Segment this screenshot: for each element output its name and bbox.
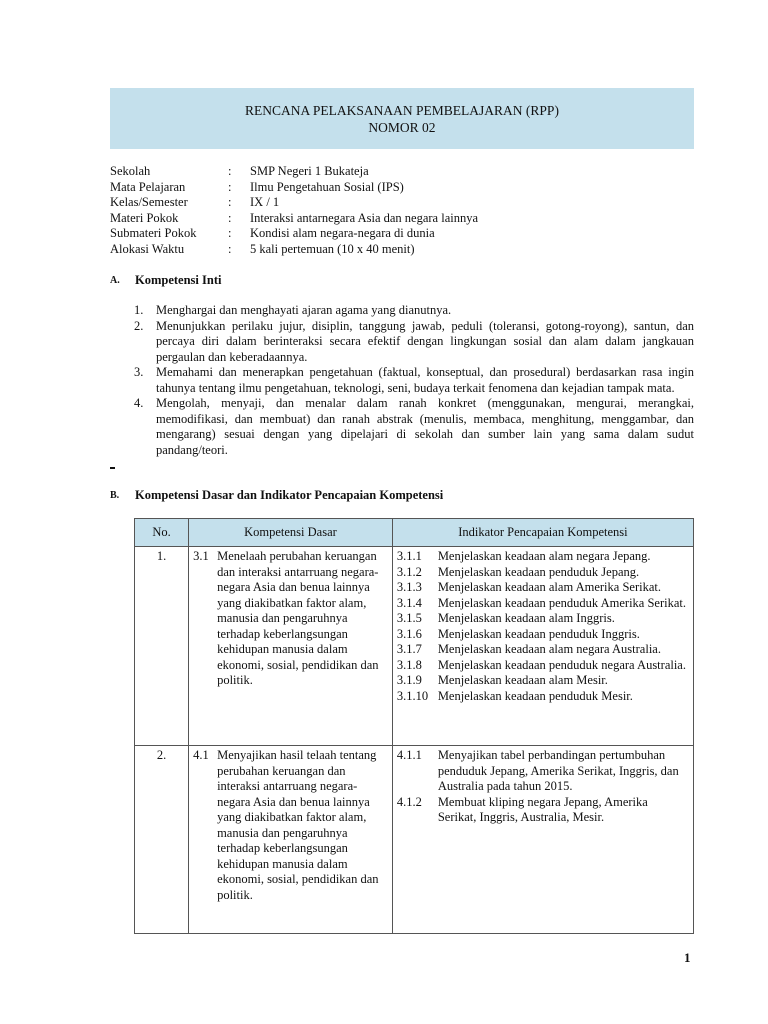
kd-code: 3.1 <box>193 549 209 563</box>
document-number: NOMOR 02 <box>368 119 436 135</box>
info-label: Submateri Pokok <box>110 226 197 240</box>
info-label: Materi Pokok <box>110 210 179 225</box>
info-value: 5 kali pertemuan (10 x 40 menit) <box>250 241 415 256</box>
indicator-code: 3.1.9 <box>396 673 422 687</box>
info-colon: : <box>228 179 232 194</box>
info-colon: : <box>228 226 232 240</box>
indicator-code: 3.1.5 <box>396 611 422 625</box>
section-letter: A. <box>110 275 120 286</box>
row-number: 2. <box>135 746 189 934</box>
list-number: 1. <box>134 303 144 317</box>
indicator-text: Menjelaskan keadaan penduduk Jepang. <box>437 564 640 579</box>
list-item <box>134 365 694 396</box>
info-label: Mata Pelajaran <box>110 179 186 194</box>
info-colon: : <box>228 210 232 225</box>
info-colon: : <box>228 241 232 256</box>
stray-dash-mark <box>110 467 115 469</box>
row-number: 1. <box>135 547 189 746</box>
info-row <box>110 211 694 227</box>
section-b-heading <box>110 488 443 504</box>
table-row <box>135 547 694 746</box>
list-item <box>134 303 694 319</box>
indicator-item <box>397 611 689 627</box>
list-number: 3. <box>134 365 144 379</box>
competency-table <box>134 518 694 934</box>
info-value: Kondisi alam negara-negara di dunia <box>250 226 435 240</box>
info-value: Ilmu Pengetahuan Sosial (IPS) <box>250 179 404 194</box>
indicator-code: 3.1.3 <box>396 580 422 594</box>
info-row <box>110 195 694 211</box>
info-label: Kelas/Semester <box>110 195 188 209</box>
indicator-code: 3.1.2 <box>396 564 422 579</box>
header-kompetensi-dasar: Kompetensi Dasar <box>189 519 393 547</box>
list-text: Memahami dan menerapkan pengetahuan (faktual, konseptual, dan prosedural) berdasarkan rasa ingin tahunya tentang ilmu pengetahuan, teknologi, seni, budaya terkait fenomena dan kejadian tampak mata. <box>156 365 694 395</box>
kompetensi-inti-list <box>134 303 694 458</box>
indicator-item <box>397 565 689 581</box>
info-colon: : <box>228 164 232 178</box>
indicator-text: Menjelaskan keadaan penduduk negara Australia. <box>437 657 686 672</box>
table-header-row <box>135 519 694 547</box>
kd-code: 4.1 <box>193 748 209 762</box>
list-item <box>134 319 694 366</box>
title-banner <box>110 88 694 149</box>
info-colon: : <box>228 195 232 209</box>
indicator-text: Menjelaskan keadaan alam negara Australia. <box>437 642 661 656</box>
section-title: Kompetensi Dasar dan Indikator Pencapaian Kompetensi <box>135 488 444 502</box>
indicator-text: Menjelaskan keadaan penduduk Inggris. <box>437 626 640 641</box>
indicator-text: Menjelaskan keadaan penduduk Mesir. <box>437 688 633 703</box>
indicator-text: Menjelaskan keadaan alam Mesir. <box>437 673 608 687</box>
info-row <box>110 226 694 242</box>
section-letter: B. <box>110 490 120 501</box>
info-value: SMP Negeri 1 Bukateja <box>250 164 369 178</box>
indicator-text: Menyajikan tabel perbandingan pertumbuhan penduduk Jepang, Amerika Serikat, Inggris, dan Australia pada tahun 2015. <box>437 748 679 793</box>
identity-block <box>110 164 694 257</box>
document-title: RENCANA PELAKSANAAN PEMBELAJARAN (RPP) <box>245 102 559 118</box>
kd-cell <box>189 547 393 746</box>
list-number: 4. <box>134 396 144 410</box>
indicator-cell <box>392 746 693 934</box>
indicator-code: 3.1.4 <box>396 595 422 610</box>
indicator-item <box>397 596 689 612</box>
indicator-code: 3.1.7 <box>396 642 422 656</box>
info-label: Sekolah <box>110 164 151 178</box>
indicator-item <box>397 549 689 565</box>
indicator-code: 3.1.1 <box>396 549 422 563</box>
indicator-item <box>397 642 689 658</box>
list-text: Menghargai dan menghayati ajaran agama yang dianutnya. <box>156 303 452 317</box>
indicator-code: 4.1.1 <box>396 748 422 762</box>
indicator-item <box>397 673 689 689</box>
indicator-item <box>397 795 689 826</box>
indicator-text: Menjelaskan keadaan alam negara Jepang. <box>437 549 651 563</box>
info-label: Alokasi Waktu <box>110 241 185 256</box>
info-value: Interaksi antarnegara Asia dan negara lainnya <box>250 210 479 225</box>
list-number: 2. <box>134 318 144 333</box>
indicator-code: 3.1.8 <box>396 657 422 672</box>
indicator-text: Menjelaskan keadaan penduduk Amerika Serikat. <box>437 595 686 610</box>
info-value: IX / 1 <box>250 195 280 209</box>
indicator-text: Membuat kliping negara Jepang, Amerika Serikat, Inggris, Australia, Mesir. <box>437 794 648 824</box>
indicator-text: Menjelaskan keadaan alam Amerika Serikat. <box>437 580 661 594</box>
indicator-code: 4.1.2 <box>396 794 422 809</box>
kd-text: Menyajikan hasil telaah tentang perubahan keruangan dan interaksi antarruang negara-negara Asia dan benua lainnya yang diakibatkan faktor alam, manusia dan pengaruhnya terhadap keberlangsungan kehidupan manusia dalam ekonomi, sosial, pendidikan dan politik. <box>217 748 379 902</box>
kd-cell <box>189 746 393 934</box>
indicator-item <box>397 748 689 795</box>
info-row <box>110 180 694 196</box>
header-no: No. <box>135 519 189 547</box>
page-number: 1 <box>684 950 691 965</box>
indicator-item <box>397 627 689 643</box>
indicator-cell <box>392 547 693 746</box>
indicator-item <box>397 689 689 705</box>
table-row <box>135 746 694 934</box>
header-indikator: Indikator Pencapaian Kompetensi <box>392 519 693 547</box>
list-text: Menunjukkan perilaku jujur, disiplin, tanggung jawab, peduli (toleransi, gotong-royong), santun, dan percaya diri dalam berinteraksi secara efektif dengan lingkungan sosial dan alam dalam jangkauan pergaulan dan keberadaannya. <box>156 318 694 364</box>
section-a-heading <box>110 273 221 289</box>
info-row <box>110 242 694 258</box>
indicator-code: 3.1.10 <box>396 688 429 703</box>
kd-text: Menelaah perubahan keruangan dan interaksi antarruang negara-negara Asia dan benua lainnya yang diakibatkan faktor alam, manusia dan pengaruhnya terhadap keberlangsungan kehidupan manusia dalam ekonomi, sosial, pendidikan dan politik. <box>217 549 379 687</box>
list-item <box>134 396 694 458</box>
indicator-item <box>397 580 689 596</box>
indicator-code: 3.1.6 <box>396 626 422 641</box>
indicator-item <box>397 658 689 674</box>
list-text: Mengolah, menyaji, dan menalar dalam ranah konkret (menggunakan, mengurai, merangkai, memodifikasi, dan membuat) dan ranah abstrak (menulis, membaca, menghitung, menggambar, dan mengarang) sesuai dengan yang dipelajari di sekolah dan sumber lain yang sama dalam sudut pandang/teori. <box>156 396 694 457</box>
section-title: Kompetensi Inti <box>135 273 222 287</box>
indicator-text: Menjelaskan keadaan alam Inggris. <box>437 611 615 625</box>
info-row <box>110 164 694 180</box>
